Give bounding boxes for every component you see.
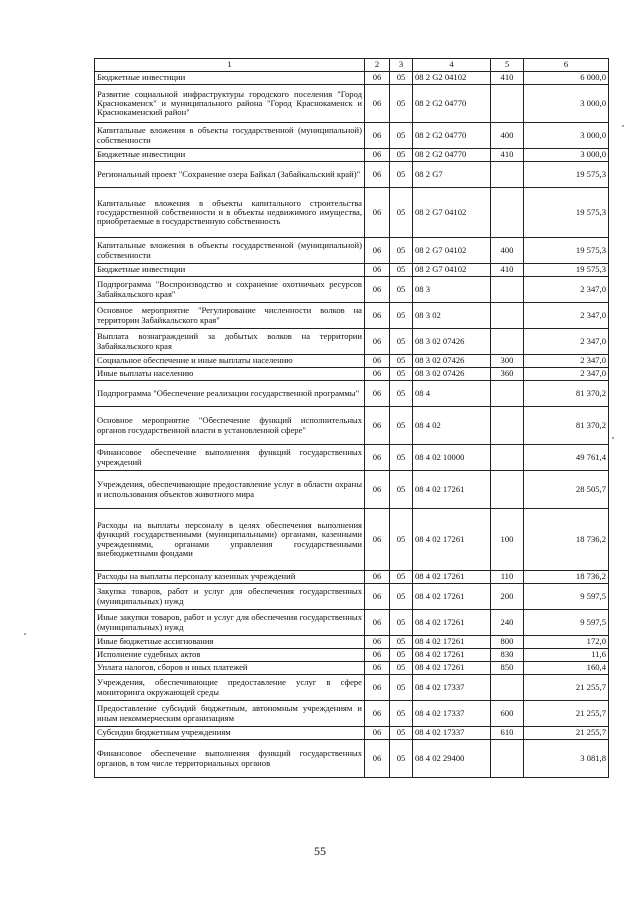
row-section: 06 bbox=[365, 72, 390, 85]
table-row bbox=[95, 571, 609, 584]
table-row bbox=[95, 355, 609, 368]
row-section: 06 bbox=[365, 571, 390, 584]
row-expense-type bbox=[491, 329, 524, 355]
row-subsection: 05 bbox=[390, 85, 413, 123]
row-name: Иные выплаты населению bbox=[95, 368, 365, 381]
row-section: 06 bbox=[365, 445, 390, 471]
row-target-code: 08 3 02 bbox=[413, 303, 491, 329]
scan-speck bbox=[612, 437, 614, 439]
row-amount: 2 347,0 bbox=[524, 303, 609, 329]
row-target-code: 08 4 bbox=[413, 381, 491, 407]
row-subsection: 05 bbox=[390, 264, 413, 277]
row-target-code: 08 3 bbox=[413, 277, 491, 303]
table-row bbox=[95, 123, 609, 149]
row-name: Исполнение судебных актов bbox=[95, 649, 365, 662]
table-row bbox=[95, 445, 609, 471]
row-expense-type bbox=[491, 471, 524, 509]
row-amount: 11,6 bbox=[524, 649, 609, 662]
header-col-5: 5 bbox=[491, 59, 524, 72]
row-section: 06 bbox=[365, 584, 390, 610]
row-name: Расходы на выплаты персоналу в целях обеспечения выполнения функций государственными (муниципальными) органами, казенными учреждениями, органами управления государственными внебюджетными фондами bbox=[95, 509, 365, 571]
row-section: 06 bbox=[365, 381, 390, 407]
table-row bbox=[95, 584, 609, 610]
row-target-code: 08 3 02 07426 bbox=[413, 368, 491, 381]
table-body bbox=[95, 72, 609, 778]
row-target-code: 08 4 02 17261 bbox=[413, 610, 491, 636]
row-expense-type: 850 bbox=[491, 662, 524, 675]
table-row bbox=[95, 407, 609, 445]
row-expense-type bbox=[491, 740, 524, 778]
row-amount: 3 000,0 bbox=[524, 149, 609, 162]
table-row bbox=[95, 162, 609, 188]
row-target-code: 08 2 G7 bbox=[413, 162, 491, 188]
row-name: Основное мероприятие "Обеспечение функций исполнительных органов государственной власти в установленной сфере" bbox=[95, 407, 365, 445]
table-row bbox=[95, 675, 609, 701]
row-name: Иные закупки товаров, работ и услуг для обеспечения государственных (муниципальных) нужд bbox=[95, 610, 365, 636]
row-expense-type bbox=[491, 188, 524, 238]
row-section: 06 bbox=[365, 277, 390, 303]
table-row bbox=[95, 264, 609, 277]
row-section: 06 bbox=[365, 610, 390, 636]
row-subsection: 05 bbox=[390, 509, 413, 571]
header-col-1: 1 bbox=[95, 59, 365, 72]
table-header bbox=[95, 59, 609, 72]
row-amount: 2 347,0 bbox=[524, 277, 609, 303]
row-target-code: 08 4 02 17261 bbox=[413, 662, 491, 675]
row-amount: 9 597,5 bbox=[524, 610, 609, 636]
row-section: 06 bbox=[365, 303, 390, 329]
table-row bbox=[95, 72, 609, 85]
row-section: 06 bbox=[365, 355, 390, 368]
row-subsection: 05 bbox=[390, 610, 413, 636]
row-target-code: 08 2 G2 04770 bbox=[413, 123, 491, 149]
row-name: Учреждения, обеспечивающие предоставление услуг в области охраны и использования объектов животного мира bbox=[95, 471, 365, 509]
row-target-code: 08 2 G2 04770 bbox=[413, 85, 491, 123]
row-target-code: 08 2 G2 04770 bbox=[413, 149, 491, 162]
row-target-code: 08 2 G2 04102 bbox=[413, 72, 491, 85]
row-subsection: 05 bbox=[390, 445, 413, 471]
row-subsection: 05 bbox=[390, 584, 413, 610]
header-row bbox=[95, 59, 609, 72]
row-amount: 2 347,0 bbox=[524, 355, 609, 368]
row-amount: 81 370,2 bbox=[524, 407, 609, 445]
row-name: Закупка товаров, работ и услуг для обеспечения государственных (муниципальных) нужд bbox=[95, 584, 365, 610]
row-subsection: 05 bbox=[390, 162, 413, 188]
row-expense-type: 360 bbox=[491, 368, 524, 381]
row-subsection: 05 bbox=[390, 636, 413, 649]
table-row bbox=[95, 238, 609, 264]
row-section: 06 bbox=[365, 368, 390, 381]
row-name: Капитальные вложения в объекты капитального строительства государственной собственности и в объекты недвижимого имущества, приобретаемые в государственную собственность bbox=[95, 188, 365, 238]
row-expense-type bbox=[491, 675, 524, 701]
row-section: 06 bbox=[365, 162, 390, 188]
row-subsection: 05 bbox=[390, 303, 413, 329]
row-amount: 19 575,3 bbox=[524, 188, 609, 238]
row-section: 06 bbox=[365, 471, 390, 509]
row-name: Развитие социальной инфраструктуры городского поселения "Город Краснокаменск" и муниципального района "Город Краснокаменск и Краснокаменский район" bbox=[95, 85, 365, 123]
row-name: Учреждения, обеспечивающие предоставление услуг в сфере мониторинга окружающей среды bbox=[95, 675, 365, 701]
row-subsection: 05 bbox=[390, 675, 413, 701]
row-subsection: 05 bbox=[390, 649, 413, 662]
row-name: Бюджетные инвестиции bbox=[95, 72, 365, 85]
table-row bbox=[95, 701, 609, 727]
row-name: Предоставление субсидий бюджетным, автономным учреждениям и иным некоммерческим организациям bbox=[95, 701, 365, 727]
row-section: 06 bbox=[365, 329, 390, 355]
row-name: Бюджетные инвестиции bbox=[95, 149, 365, 162]
row-name: Выплата вознаграждений за добытых волков на территории Забайкальского края bbox=[95, 329, 365, 355]
row-target-code: 08 4 02 17261 bbox=[413, 571, 491, 584]
header-col-6: 6 bbox=[524, 59, 609, 72]
row-expense-type bbox=[491, 381, 524, 407]
row-name: Подпрограмма "Обеспечение реализации государственной программы" bbox=[95, 381, 365, 407]
row-expense-type bbox=[491, 85, 524, 123]
row-target-code: 08 4 02 17337 bbox=[413, 675, 491, 701]
row-amount: 160,4 bbox=[524, 662, 609, 675]
row-name: Финансовое обеспечение выполнения функций государственных учреждений bbox=[95, 445, 365, 471]
row-expense-type: 610 bbox=[491, 727, 524, 740]
row-target-code: 08 3 02 07426 bbox=[413, 355, 491, 368]
row-subsection: 05 bbox=[390, 701, 413, 727]
row-expense-type bbox=[491, 162, 524, 188]
row-amount: 49 761,4 bbox=[524, 445, 609, 471]
row-expense-type: 400 bbox=[491, 238, 524, 264]
row-subsection: 05 bbox=[390, 662, 413, 675]
table-row bbox=[95, 303, 609, 329]
row-name: Бюджетные инвестиции bbox=[95, 264, 365, 277]
row-expense-type: 100 bbox=[491, 509, 524, 571]
header-col-4: 4 bbox=[413, 59, 491, 72]
row-target-code: 08 4 02 10000 bbox=[413, 445, 491, 471]
row-target-code: 08 4 02 17337 bbox=[413, 701, 491, 727]
row-amount: 19 575,3 bbox=[524, 162, 609, 188]
row-name: Региональный проект "Сохранение озера Байкал (Забайкальский край)" bbox=[95, 162, 365, 188]
row-subsection: 05 bbox=[390, 740, 413, 778]
row-name: Основное мероприятие "Регулирование численности волков на территории Забайкальского края" bbox=[95, 303, 365, 329]
row-amount: 2 347,0 bbox=[524, 329, 609, 355]
header-col-2: 2 bbox=[365, 59, 390, 72]
header-col-3: 3 bbox=[390, 59, 413, 72]
table-row bbox=[95, 662, 609, 675]
page-number: 55 bbox=[314, 844, 326, 858]
row-subsection: 05 bbox=[390, 355, 413, 368]
row-expense-type: 410 bbox=[491, 149, 524, 162]
row-name: Капитальные вложения в объекты государственной (муниципальной) собственности bbox=[95, 238, 365, 264]
table-row bbox=[95, 636, 609, 649]
table-row bbox=[95, 509, 609, 571]
row-section: 06 bbox=[365, 701, 390, 727]
row-target-code: 08 2 G7 04102 bbox=[413, 188, 491, 238]
row-amount: 21 255,7 bbox=[524, 727, 609, 740]
row-name: Капитальные вложения в объекты государственной (муниципальной) собственности bbox=[95, 123, 365, 149]
row-amount: 18 736,2 bbox=[524, 571, 609, 584]
row-subsection: 05 bbox=[390, 571, 413, 584]
row-expense-type bbox=[491, 277, 524, 303]
row-section: 06 bbox=[365, 123, 390, 149]
row-section: 06 bbox=[365, 636, 390, 649]
row-target-code: 08 2 G7 04102 bbox=[413, 238, 491, 264]
row-name: Иные бюджетные ассигнования bbox=[95, 636, 365, 649]
table-row bbox=[95, 381, 609, 407]
row-name: Подпрограмма "Воспроизводство и сохранение охотничьих ресурсов Забайкальского края" bbox=[95, 277, 365, 303]
table-row bbox=[95, 727, 609, 740]
row-section: 06 bbox=[365, 727, 390, 740]
row-subsection: 05 bbox=[390, 407, 413, 445]
row-amount: 19 575,3 bbox=[524, 264, 609, 277]
row-subsection: 05 bbox=[390, 188, 413, 238]
row-expense-type: 800 bbox=[491, 636, 524, 649]
row-amount: 9 597,5 bbox=[524, 584, 609, 610]
table-row bbox=[95, 368, 609, 381]
row-expense-type: 830 bbox=[491, 649, 524, 662]
table-row bbox=[95, 471, 609, 509]
row-name: Субсидии бюджетным учреждениям bbox=[95, 727, 365, 740]
row-target-code: 08 4 02 17261 bbox=[413, 584, 491, 610]
row-amount: 2 347,0 bbox=[524, 368, 609, 381]
budget-table bbox=[94, 58, 609, 778]
row-amount: 6 000,0 bbox=[524, 72, 609, 85]
row-amount: 81 370,2 bbox=[524, 381, 609, 407]
row-target-code: 08 4 02 17261 bbox=[413, 649, 491, 662]
row-section: 06 bbox=[365, 149, 390, 162]
row-expense-type: 200 bbox=[491, 584, 524, 610]
table-row bbox=[95, 649, 609, 662]
row-section: 06 bbox=[365, 407, 390, 445]
row-name: Расходы на выплаты персоналу казенных учреждений bbox=[95, 571, 365, 584]
row-subsection: 05 bbox=[390, 727, 413, 740]
scan-speck bbox=[24, 633, 26, 635]
row-target-code: 08 4 02 bbox=[413, 407, 491, 445]
row-subsection: 05 bbox=[390, 329, 413, 355]
row-expense-type: 600 bbox=[491, 701, 524, 727]
row-target-code: 08 2 G7 04102 bbox=[413, 264, 491, 277]
row-section: 06 bbox=[365, 740, 390, 778]
row-name: Социальное обеспечение и иные выплаты населению bbox=[95, 355, 365, 368]
row-expense-type bbox=[491, 407, 524, 445]
row-expense-type: 240 bbox=[491, 610, 524, 636]
row-expense-type: 410 bbox=[491, 264, 524, 277]
table-row bbox=[95, 740, 609, 778]
row-target-code: 08 3 02 07426 bbox=[413, 329, 491, 355]
table-row bbox=[95, 329, 609, 355]
row-expense-type: 110 bbox=[491, 571, 524, 584]
row-section: 06 bbox=[365, 264, 390, 277]
table-row bbox=[95, 188, 609, 238]
row-subsection: 05 bbox=[390, 238, 413, 264]
row-section: 06 bbox=[365, 85, 390, 123]
row-expense-type: 410 bbox=[491, 72, 524, 85]
row-amount: 172,0 bbox=[524, 636, 609, 649]
row-target-code: 08 4 02 17261 bbox=[413, 509, 491, 571]
row-name: Уплата налогов, сборов и иных платежей bbox=[95, 662, 365, 675]
row-subsection: 05 bbox=[390, 149, 413, 162]
row-amount: 18 736,2 bbox=[524, 509, 609, 571]
table-row bbox=[95, 610, 609, 636]
table-row bbox=[95, 277, 609, 303]
row-section: 06 bbox=[365, 662, 390, 675]
row-expense-type bbox=[491, 445, 524, 471]
row-amount: 3 081,8 bbox=[524, 740, 609, 778]
row-section: 06 bbox=[365, 649, 390, 662]
row-subsection: 05 bbox=[390, 381, 413, 407]
row-amount: 21 255,7 bbox=[524, 675, 609, 701]
row-target-code: 08 4 02 17261 bbox=[413, 636, 491, 649]
row-expense-type: 400 bbox=[491, 123, 524, 149]
scan-speck bbox=[622, 125, 624, 127]
row-section: 06 bbox=[365, 675, 390, 701]
row-section: 06 bbox=[365, 238, 390, 264]
row-subsection: 05 bbox=[390, 123, 413, 149]
row-section: 06 bbox=[365, 188, 390, 238]
row-expense-type bbox=[491, 303, 524, 329]
row-amount: 19 575,3 bbox=[524, 238, 609, 264]
row-target-code: 08 4 02 17261 bbox=[413, 471, 491, 509]
row-amount: 3 000,0 bbox=[524, 123, 609, 149]
table-row bbox=[95, 149, 609, 162]
row-target-code: 08 4 02 29400 bbox=[413, 740, 491, 778]
row-subsection: 05 bbox=[390, 368, 413, 381]
row-amount: 28 505,7 bbox=[524, 471, 609, 509]
row-section: 06 bbox=[365, 509, 390, 571]
row-amount: 3 000,0 bbox=[524, 85, 609, 123]
row-subsection: 05 bbox=[390, 72, 413, 85]
row-amount: 21 255,7 bbox=[524, 701, 609, 727]
row-subsection: 05 bbox=[390, 471, 413, 509]
row-subsection: 05 bbox=[390, 277, 413, 303]
row-expense-type: 300 bbox=[491, 355, 524, 368]
row-name: Финансовое обеспечение выполнения функций государственных органов, в том числе территориальных органов bbox=[95, 740, 365, 778]
table-row bbox=[95, 85, 609, 123]
row-target-code: 08 4 02 17337 bbox=[413, 727, 491, 740]
